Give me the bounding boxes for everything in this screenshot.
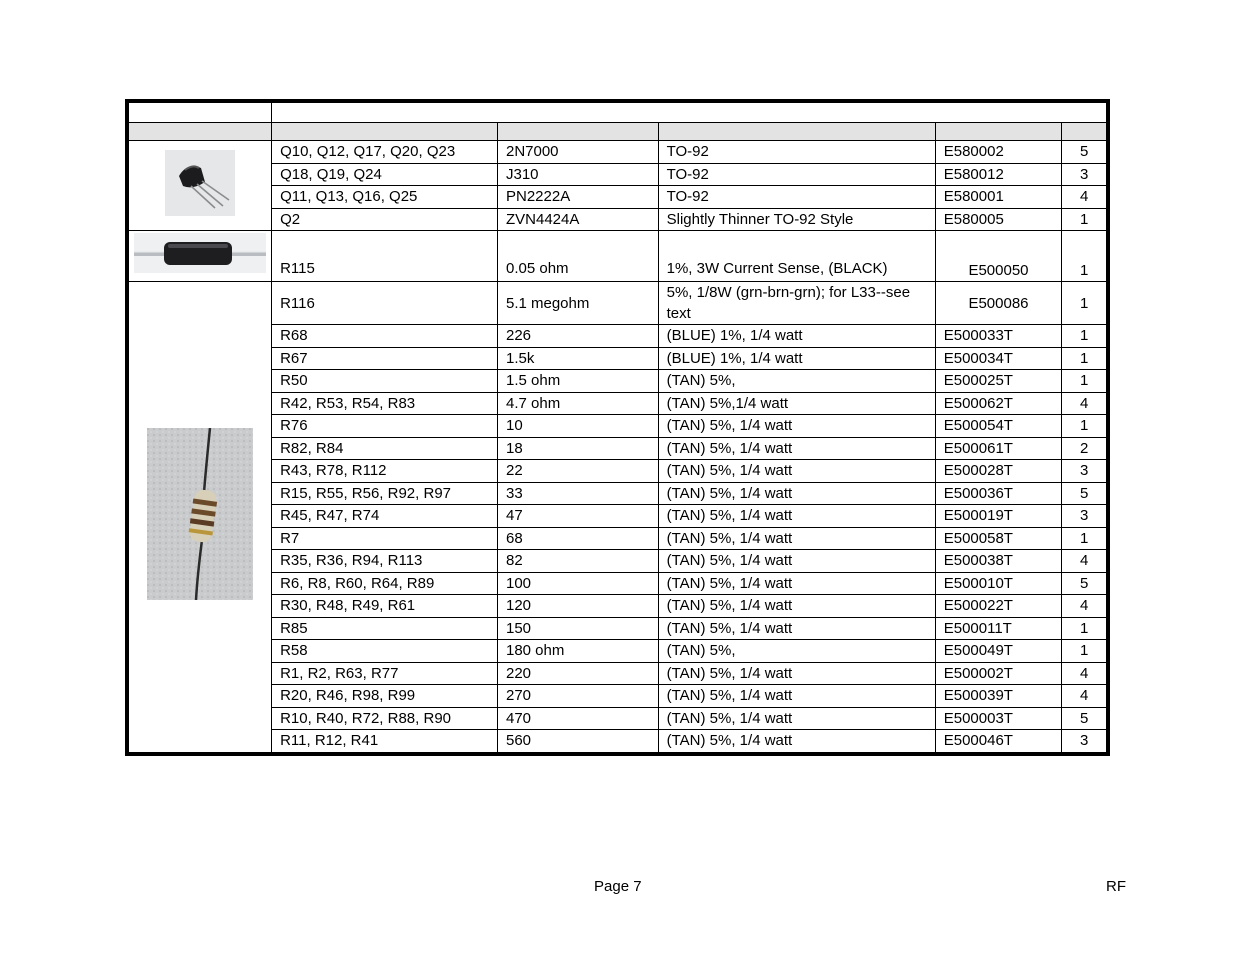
quantity-cell: 1 [1062,282,1108,325]
value-cell: 470 [497,707,658,730]
part-number-cell: E500046T [935,730,1062,754]
quantity-cell: 1 [1062,231,1108,282]
part-number-cell: E500028T [935,460,1062,483]
value-cell: 100 [497,572,658,595]
ref-cell: Q18, Q19, Q24 [272,163,498,186]
table-row [127,163,1108,186]
ref-cell: R7 [272,527,498,550]
description-cell: (TAN) 5%, 1/4 watt [658,617,935,640]
part-number-cell: E500050 [935,231,1062,282]
sense-resistor-image [127,231,272,282]
value-cell: 226 [497,325,658,348]
value-cell: 47 [497,505,658,528]
value-cell: 560 [497,730,658,754]
table-row [127,662,1108,685]
description-cell: (TAN) 5%, 1/4 watt [658,505,935,528]
ref-cell: R43, R78, R112 [272,460,498,483]
ref-cell: Q10, Q12, Q17, Q20, Q23 [272,141,498,164]
quantity-cell: 1 [1062,347,1108,370]
parts-list-table [125,99,1110,756]
resistor-image [127,282,272,754]
value-cell: 0.05 ohm [497,231,658,282]
part-number-cell: E500054T [935,415,1062,438]
description-cell: (TAN) 5%, 1/4 watt [658,482,935,505]
table-row [127,482,1108,505]
description-cell: (BLUE) 1%, 1/4 watt [658,347,935,370]
part-number-cell: E500011T [935,617,1062,640]
value-cell: 150 [497,617,658,640]
table-row [127,460,1108,483]
value-cell: 180 ohm [497,640,658,663]
part-number-cell: E500038T [935,550,1062,573]
part-number-cell: E580005 [935,208,1062,231]
description-cell: TO-92 [658,186,935,209]
part-number-cell: E500039T [935,685,1062,708]
resistor-rows [127,282,1108,754]
table-row [127,707,1108,730]
section-label: RF [1106,878,1126,895]
description-cell: (TAN) 5%, 1/4 watt [658,460,935,483]
value-cell: 1.5 ohm [497,370,658,393]
transistor-rows [127,141,1108,231]
ref-cell: R82, R84 [272,437,498,460]
part-number-cell: E500033T [935,325,1062,348]
table-row [127,550,1108,573]
quantity-cell: 3 [1062,505,1108,528]
quantity-cell: 4 [1062,186,1108,209]
value-cell: 120 [497,595,658,618]
value-cell: 82 [497,550,658,573]
quantity-cell: 1 [1062,640,1108,663]
value-cell: 10 [497,415,658,438]
description-cell: 1%, 3W Current Sense, (BLACK) [658,231,935,282]
part-number-cell: E500086 [935,282,1062,325]
table-row [127,595,1108,618]
ref-cell: Q2 [272,208,498,231]
part-number-cell: E500003T [935,707,1062,730]
quantity-cell: 5 [1062,572,1108,595]
ref-cell: R67 [272,347,498,370]
description-cell: (TAN) 5%, [658,640,935,663]
ref-cell: R45, R47, R74 [272,505,498,528]
ref-cell: Q11, Q13, Q16, Q25 [272,186,498,209]
part-number-cell: E500049T [935,640,1062,663]
description-cell: (TAN) 5%, 1/4 watt [658,707,935,730]
table-row [127,392,1108,415]
part-number-cell: E580002 [935,141,1062,164]
ref-cell: R10, R40, R72, R88, R90 [272,707,498,730]
value-cell: 18 [497,437,658,460]
current-sense-resistor-icon [134,233,266,273]
quantity-cell: 3 [1062,460,1108,483]
table-row [127,685,1108,708]
description-cell: (TAN) 5%, 1/4 watt [658,685,935,708]
ref-cell: R50 [272,370,498,393]
description-cell: (TAN) 5%, 1/4 watt [658,527,935,550]
description-cell: TO-92 [658,141,935,164]
ref-cell: R115 [272,231,498,282]
ref-cell: R15, R55, R56, R92, R97 [272,482,498,505]
ref-cell: R85 [272,617,498,640]
description-cell: 5%, 1/8W (grn-brn-grn); for L33--see text [658,282,935,325]
description-cell: TO-92 [658,163,935,186]
table-row [127,325,1108,348]
table-row [127,617,1108,640]
quantity-cell: 1 [1062,208,1108,231]
to92-transistor-icon [165,150,235,216]
part-number-cell: E500025T [935,370,1062,393]
table-row [127,572,1108,595]
part-number-cell: E500019T [935,505,1062,528]
ref-cell: R6, R8, R60, R64, R89 [272,572,498,595]
quantity-cell: 4 [1062,595,1108,618]
ref-cell: R30, R48, R49, R61 [272,595,498,618]
value-cell: 22 [497,460,658,483]
quantity-cell: 4 [1062,685,1108,708]
description-cell: (TAN) 5%, 1/4 watt [658,437,935,460]
part-number-cell: E500058T [935,527,1062,550]
description-cell: (TAN) 5%, 1/4 watt [658,415,935,438]
description-cell: (TAN) 5%, 1/4 watt [658,662,935,685]
ref-cell: R1, R2, R63, R77 [272,662,498,685]
description-cell: (TAN) 5%, [658,370,935,393]
table-title-row [127,101,1108,123]
ref-cell: R42, R53, R54, R83 [272,392,498,415]
description-cell: Slightly Thinner TO-92 Style [658,208,935,231]
value-cell: 220 [497,662,658,685]
part-number-cell: E500062T [935,392,1062,415]
ref-cell: R68 [272,325,498,348]
quantity-cell: 4 [1062,662,1108,685]
part-number-cell: E500034T [935,347,1062,370]
part-number-cell: E500022T [935,595,1062,618]
ref-cell: R11, R12, R41 [272,730,498,754]
description-cell: (TAN) 5%,1/4 watt [658,392,935,415]
table-row [127,505,1108,528]
description-cell: (TAN) 5%, 1/4 watt [658,572,935,595]
quantity-cell: 4 [1062,550,1108,573]
part-number-cell: E580012 [935,163,1062,186]
value-cell: 68 [497,527,658,550]
ref-cell: R58 [272,640,498,663]
table-row [127,527,1108,550]
page-number: Page 7 [594,878,642,895]
value-cell: PN2222A [497,186,658,209]
part-number-cell: E500061T [935,437,1062,460]
quantity-cell: 4 [1062,392,1108,415]
table-row [127,730,1108,754]
table-row [127,231,1108,282]
axial-resistor-icon [147,428,253,600]
table-row [127,141,1108,164]
value-cell: J310 [497,163,658,186]
value-cell: 2N7000 [497,141,658,164]
quantity-cell: 1 [1062,370,1108,393]
quantity-cell: 5 [1062,482,1108,505]
part-number-cell: E500010T [935,572,1062,595]
part-number-cell: E580001 [935,186,1062,209]
description-cell: (TAN) 5%, 1/4 watt [658,730,935,754]
table-header-row [127,123,1108,141]
table-row [127,640,1108,663]
table-row [127,370,1108,393]
description-cell: (TAN) 5%, 1/4 watt [658,595,935,618]
table-row [127,415,1108,438]
sense-resistor-rows [127,231,1108,282]
transistor-image [127,141,272,231]
quantity-cell: 1 [1062,325,1108,348]
table-row [127,186,1108,209]
quantity-cell: 5 [1062,707,1108,730]
header-blank-cell [127,101,272,123]
value-cell: 33 [497,482,658,505]
value-cell: 270 [497,685,658,708]
quantity-cell: 5 [1062,141,1108,164]
header-blank-cell [272,101,1108,123]
ref-cell: R116 [272,282,498,325]
quantity-cell: 1 [1062,527,1108,550]
description-cell: (BLUE) 1%, 1/4 watt [658,325,935,348]
part-number-cell: E500036T [935,482,1062,505]
ref-cell: R20, R46, R98, R99 [272,685,498,708]
quantity-cell: 3 [1062,163,1108,186]
value-cell: 4.7 ohm [497,392,658,415]
table-row [127,347,1108,370]
table-row [127,282,1108,325]
table-row [127,437,1108,460]
description-cell: (TAN) 5%, 1/4 watt [658,550,935,573]
table-row [127,208,1108,231]
value-cell: 1.5k [497,347,658,370]
part-number-cell: E500002T [935,662,1062,685]
quantity-cell: 1 [1062,617,1108,640]
quantity-cell: 1 [1062,415,1108,438]
value-cell: 5.1 megohm [497,282,658,325]
ref-cell: R76 [272,415,498,438]
ref-cell: R35, R36, R94, R113 [272,550,498,573]
quantity-cell: 2 [1062,437,1108,460]
quantity-cell: 3 [1062,730,1108,754]
value-cell: ZVN4424A [497,208,658,231]
